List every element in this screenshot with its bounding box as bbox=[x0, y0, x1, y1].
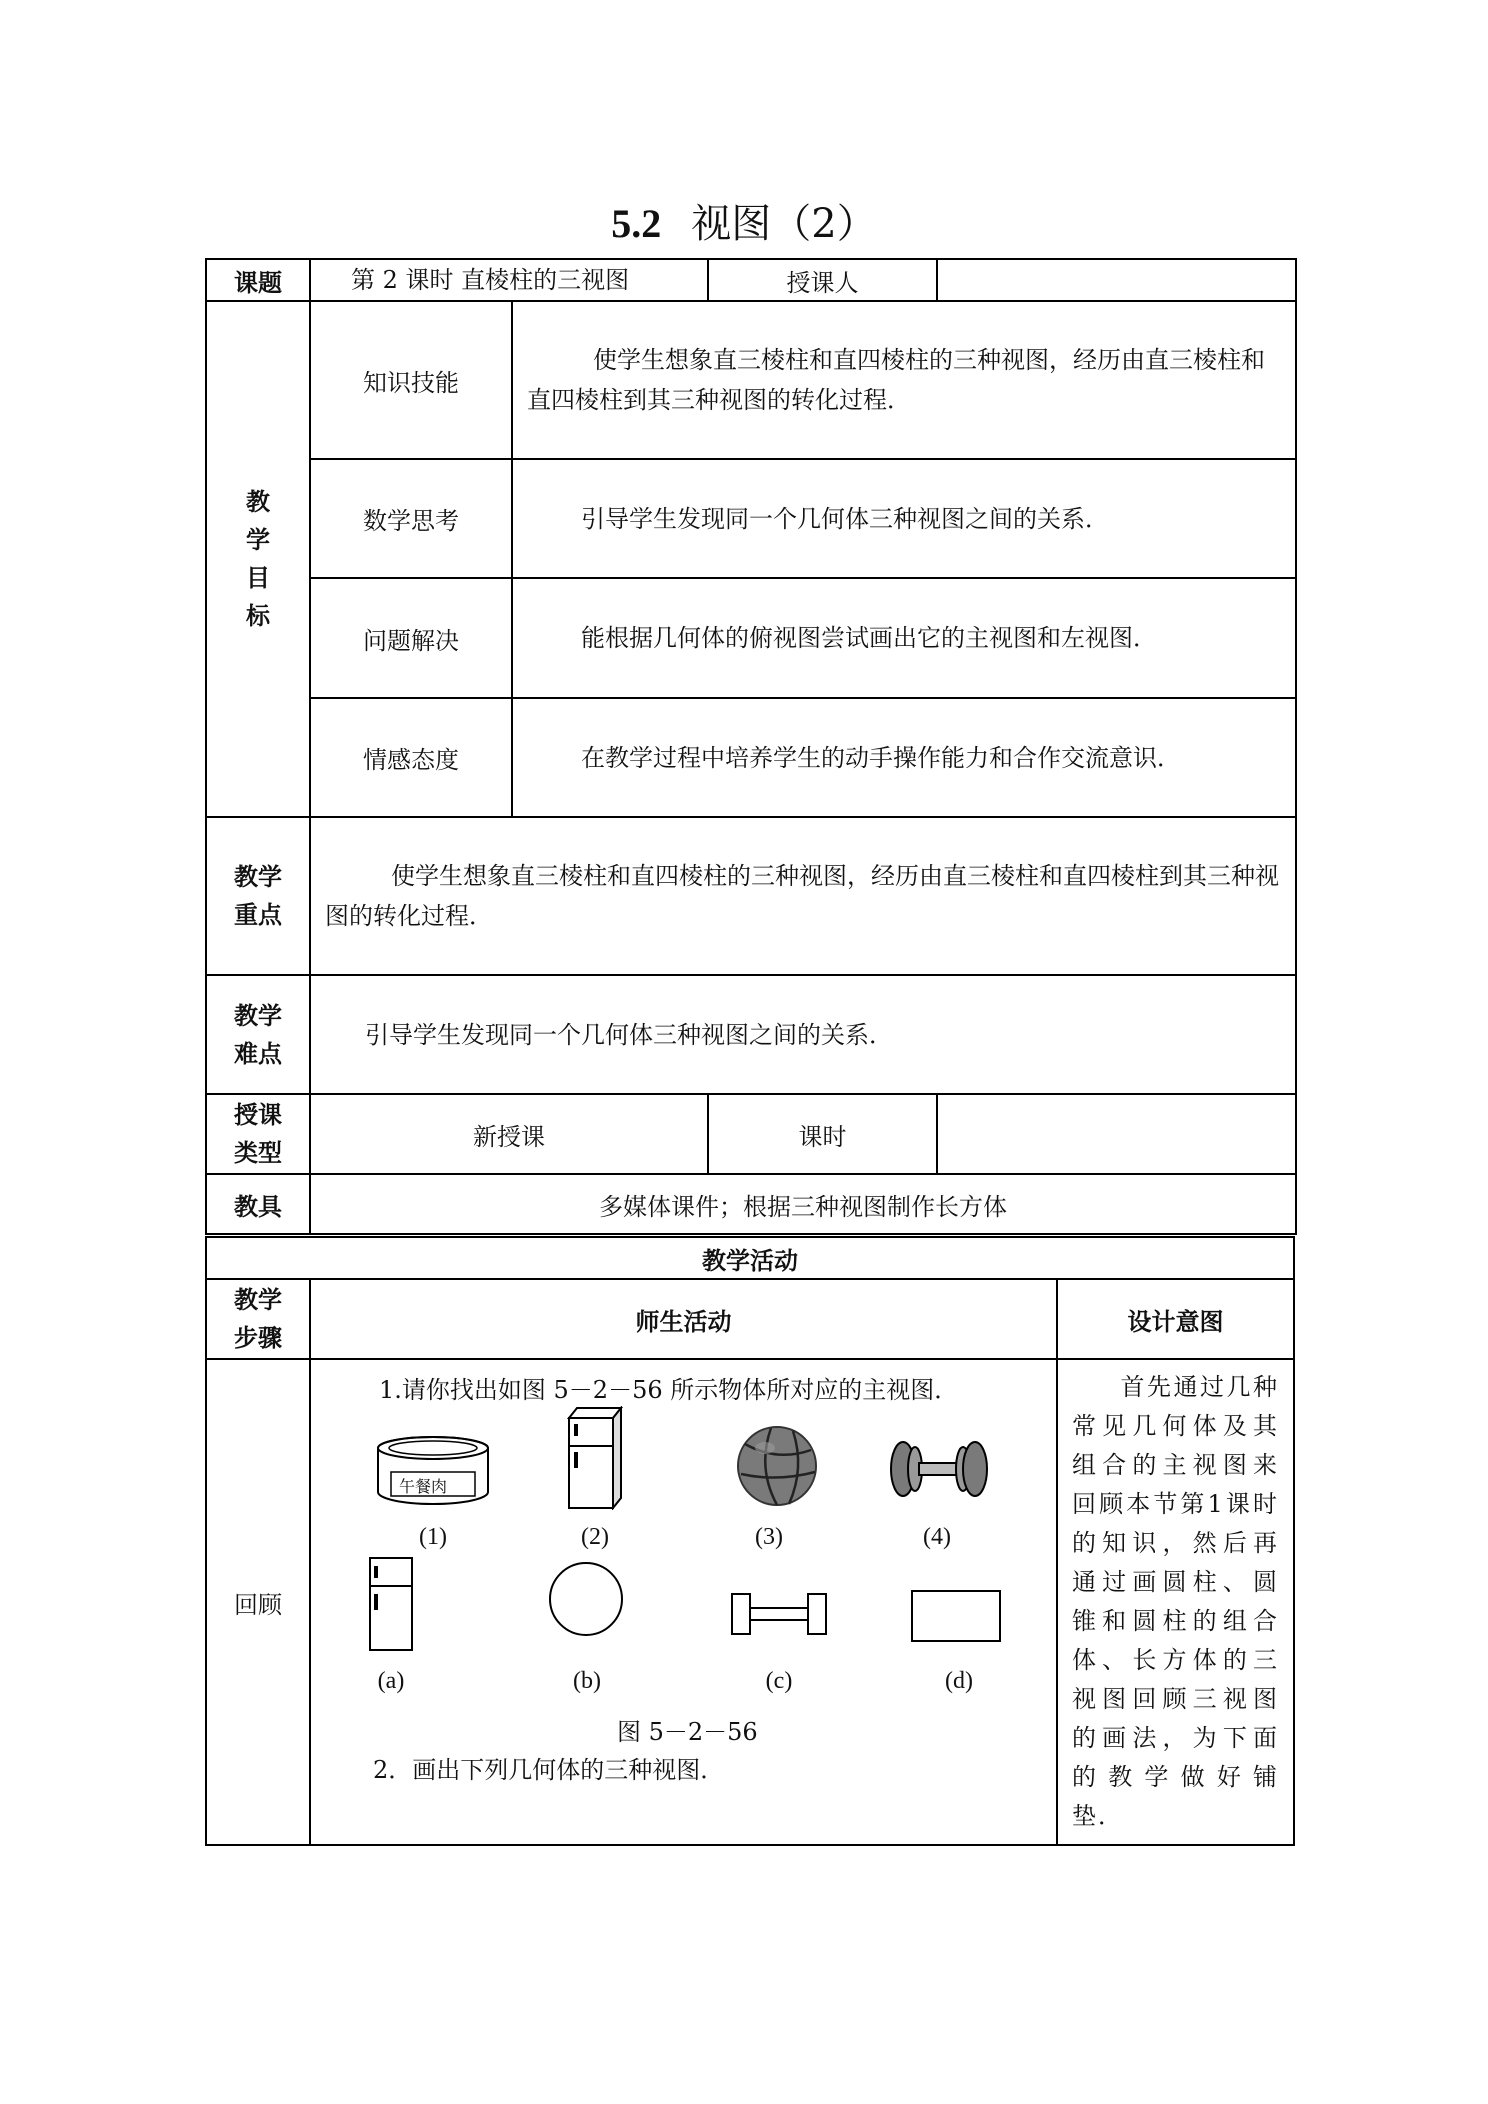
review-figure-area bbox=[311, 1360, 1056, 1830]
circle-view-icon bbox=[547, 1560, 625, 1638]
hours-label: 课时 bbox=[708, 1094, 937, 1174]
title-number: 5.2 bbox=[611, 201, 662, 246]
objective-text: 引导学生发现同一个几何体三种视图之间的关系． bbox=[512, 459, 1296, 578]
objective-text: 使学生想象直三棱柱和直四棱柱的三种视图，经历由直三棱柱和直四棱柱到其三种视图的转化过程． bbox=[512, 301, 1296, 459]
teacher-value bbox=[937, 259, 1296, 301]
review-step: 回顾 bbox=[206, 1359, 310, 1845]
objectives-label-char: 学 bbox=[246, 526, 270, 554]
activity-header: 师生活动 bbox=[310, 1279, 1057, 1359]
lesson-type-label-line: 授课 bbox=[234, 1101, 282, 1129]
difficulties-label-line: 教学 bbox=[234, 1001, 282, 1030]
rectangle-view-icon bbox=[909, 1588, 1005, 1644]
objectives-label-char: 标 bbox=[246, 602, 270, 630]
figure-label: (3) bbox=[755, 1524, 783, 1550]
key-points-label bbox=[206, 817, 310, 975]
refrigerator-icon bbox=[565, 1406, 625, 1510]
lesson-type-value: 新授课 bbox=[310, 1094, 708, 1174]
objectives-label-char: 教 bbox=[246, 488, 270, 516]
difficulties-text: 引导学生发现同一个几何体三种视图之间的关系． bbox=[310, 975, 1296, 1094]
figure-caption: 图 5－2－56 bbox=[617, 1718, 758, 1746]
difficulties-label-line: 难点 bbox=[234, 1039, 282, 1068]
steps-header-line: 教学 bbox=[234, 1286, 282, 1314]
key-points-text: 使学生想象直三棱柱和直四棱柱的三种视图，经历由直三棱柱和直四棱柱到其三种视图的转化过程． bbox=[310, 817, 1296, 975]
design-note-text: 首先通过几种常见几何体及其组合的主视图来回顾本节第1课时的知识，然后再通过画圆柱、圆锥和圆柱的组合体、长方体的三视图回顾三视图的画法，为下面的教学做好铺垫． bbox=[1072, 1373, 1280, 1830]
page-title bbox=[0, 192, 1488, 249]
figure-label: (4) bbox=[923, 1524, 951, 1550]
objective-name: 知识技能 bbox=[310, 301, 512, 459]
figure-label: (2) bbox=[581, 1524, 609, 1550]
objectives-label bbox=[206, 301, 310, 817]
topic-label: 课题 bbox=[206, 259, 310, 301]
tools-value: 多媒体课件；根据三种视图制作长方体 bbox=[310, 1174, 1296, 1234]
front-view-fridge-icon bbox=[367, 1556, 417, 1654]
figure-label: (a) bbox=[377, 1668, 405, 1694]
objective-text: 能根据几何体的俯视图尝试画出它的主视图和左视图． bbox=[512, 578, 1296, 698]
objective-name: 情感态度 bbox=[310, 698, 512, 817]
topic-value: 第 2 课时 直棱柱的三视图 bbox=[310, 259, 708, 301]
figure-label: (b) bbox=[573, 1668, 601, 1694]
review-activity-cell bbox=[310, 1359, 1057, 1845]
basketball-icon bbox=[735, 1424, 819, 1508]
steps-header-line: 步骤 bbox=[234, 1324, 282, 1352]
objective-name: 数学思考 bbox=[310, 459, 512, 578]
steps-header bbox=[206, 1279, 310, 1359]
tools-label: 教具 bbox=[206, 1174, 310, 1234]
lesson-type-label bbox=[206, 1094, 310, 1174]
figure-label: (c) bbox=[765, 1668, 793, 1694]
teacher-label: 授课人 bbox=[708, 259, 937, 301]
activities-heading: 教学活动 bbox=[206, 1237, 1294, 1279]
hours-value bbox=[937, 1094, 1296, 1174]
lesson-info-table bbox=[205, 258, 1297, 1235]
title-text: 视图（2） bbox=[691, 201, 877, 247]
dumbbell-icon bbox=[889, 1438, 989, 1500]
design-note bbox=[1057, 1359, 1294, 1845]
question-1: 1.请你找出如图 5－2－56 所示物体所对应的主视图． bbox=[379, 1376, 959, 1404]
figure-label: (1) bbox=[419, 1524, 447, 1550]
lesson-type-label-line: 类型 bbox=[234, 1139, 282, 1167]
figure-label: (d) bbox=[945, 1668, 973, 1694]
question-2: 2．画出下列几何体的三种视图． bbox=[373, 1756, 725, 1784]
objective-text: 在教学过程中培养学生的动手操作能力和合作交流意识． bbox=[512, 698, 1296, 817]
activities-table bbox=[205, 1236, 1295, 1846]
can-label: 午餐肉 bbox=[399, 1477, 448, 1496]
key-points-label-line: 重点 bbox=[234, 901, 282, 929]
design-header: 设计意图 bbox=[1057, 1279, 1294, 1359]
difficulties-label bbox=[206, 975, 310, 1094]
key-points-label-line: 教学 bbox=[234, 863, 282, 891]
can-icon bbox=[373, 1434, 493, 1510]
dumbbell-front-view-icon bbox=[729, 1590, 829, 1638]
objective-name: 问题解决 bbox=[310, 578, 512, 698]
objectives-label-char: 目 bbox=[246, 564, 270, 592]
